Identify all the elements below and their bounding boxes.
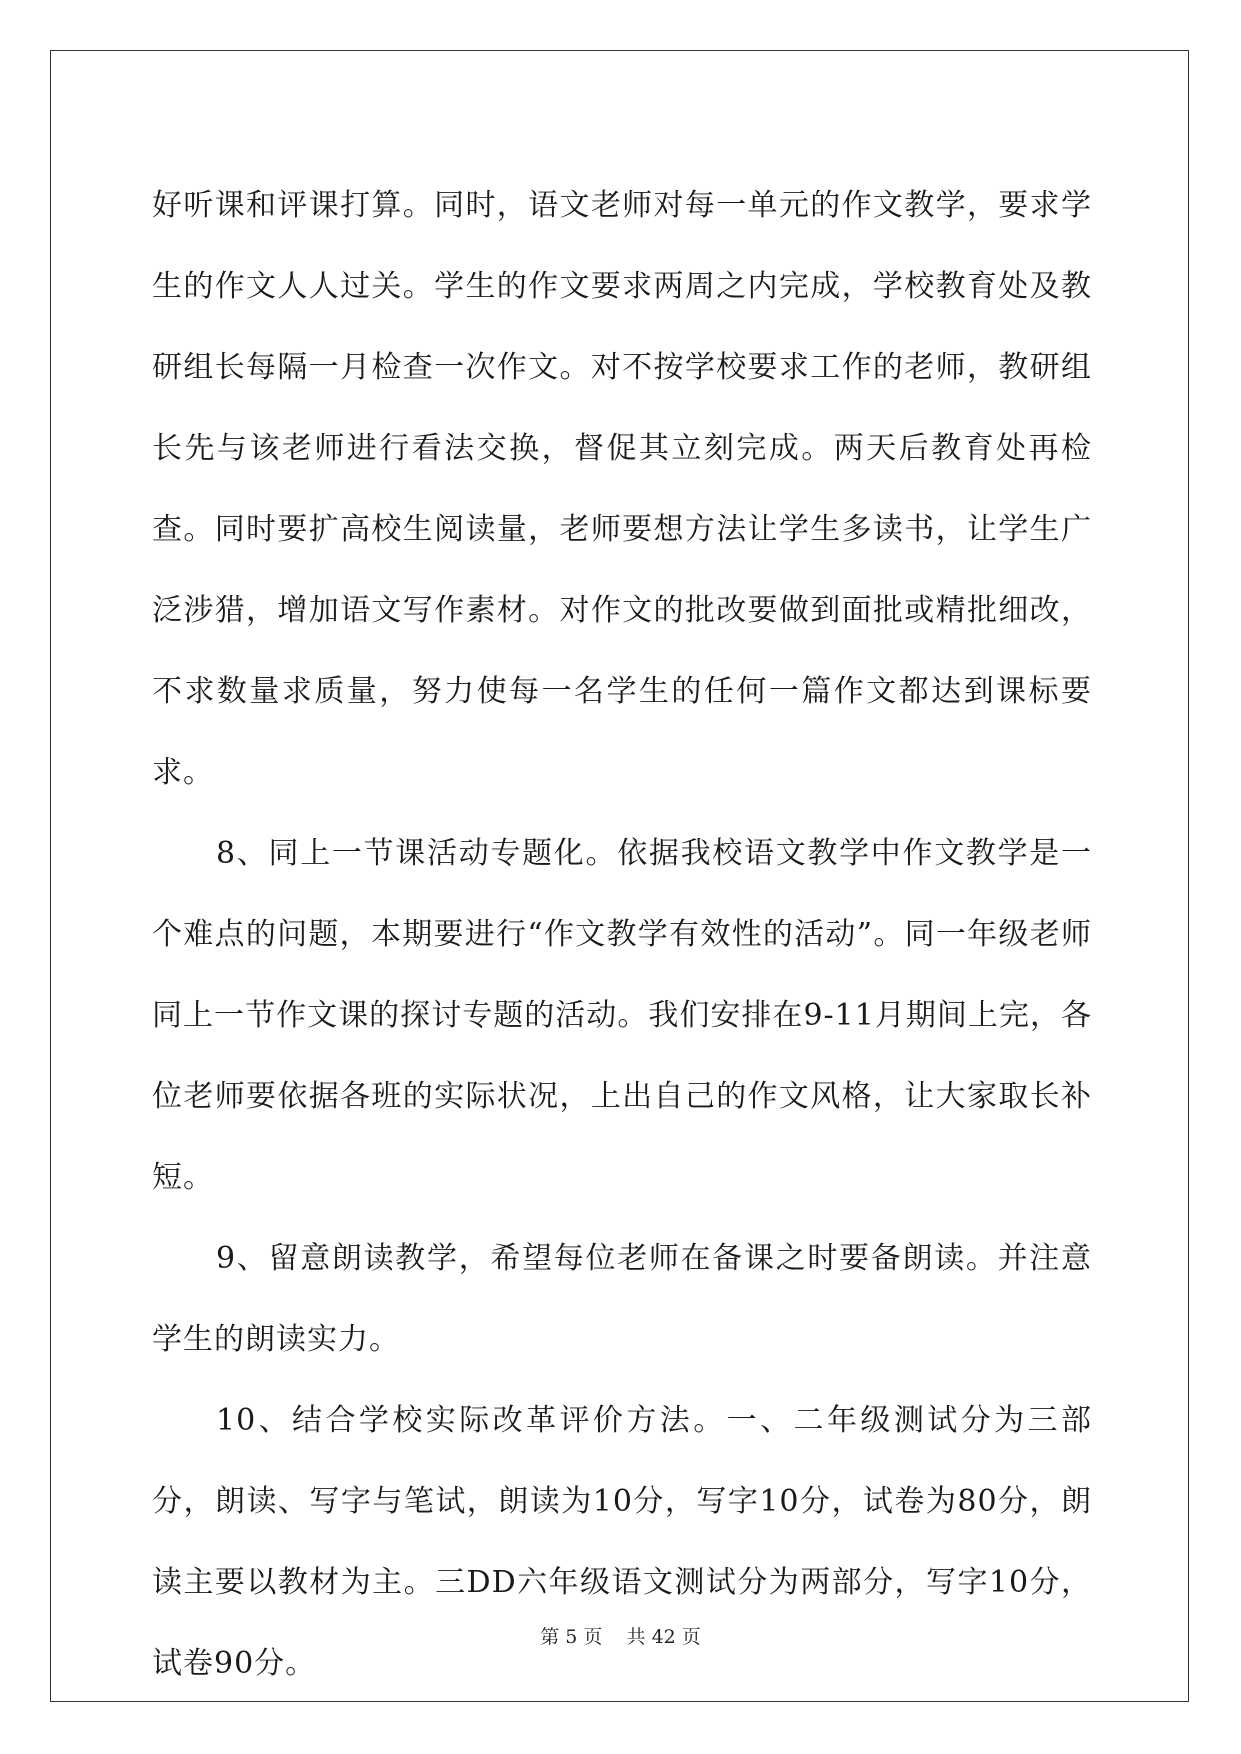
paragraph-2: 8、同上一节课活动专题化。依据我校语文教学中作文教学是一个难点的问题，本期要进行“作文教学有效性的活动”。同一年级老师同上一节作文课的探讨专题的活动。我们安排在9-11月期间上完，各位老师要依据各班的实际状况，上出自己的作文风格，让大家取长补短。 <box>152 836 1092 1195</box>
paragraph-3: 9、留意朗读教学，希望每位老师在备课之时要备朗读。并注意学生的朗读实力。 <box>152 1241 1092 1357</box>
page-footer <box>0 1622 1241 1649</box>
paragraph-1: 好听课和评课打算。同时，语文老师对每一单元的作文教学，要求学生的作文人人过关。学生的作文要求两周之内完成，学校教育处及教研组长每隔一月检查一次作文。对不按学校要求工作的老师，教研组长先与该老师进行看法交换，督促其立刻完成。两天后教育处再检查。同时要扩高校生阅读量，老师要想方法让学生多读书，让学生广泛涉猎，增加语文写作素材。对作文的批改要做到面批或精批细改，不求数量求质量，努力使每一名学生的任何一篇作文都达到课标要求。 <box>152 188 1092 790</box>
paragraph-4: 10、结合学校实际改革评价方法。一、二年级测试分为三部分，朗读、写字与笔试，朗读为10分，写字10分，试卷为80分，朗读主要以教材为主。三DD六年级语文测试分为两部分，写字10分，试卷90分。 <box>152 1403 1092 1681</box>
page-number: 第 5 页 <box>540 1626 603 1648</box>
document-body <box>152 165 1092 1704</box>
page-total: 共 42 页 <box>626 1626 701 1648</box>
